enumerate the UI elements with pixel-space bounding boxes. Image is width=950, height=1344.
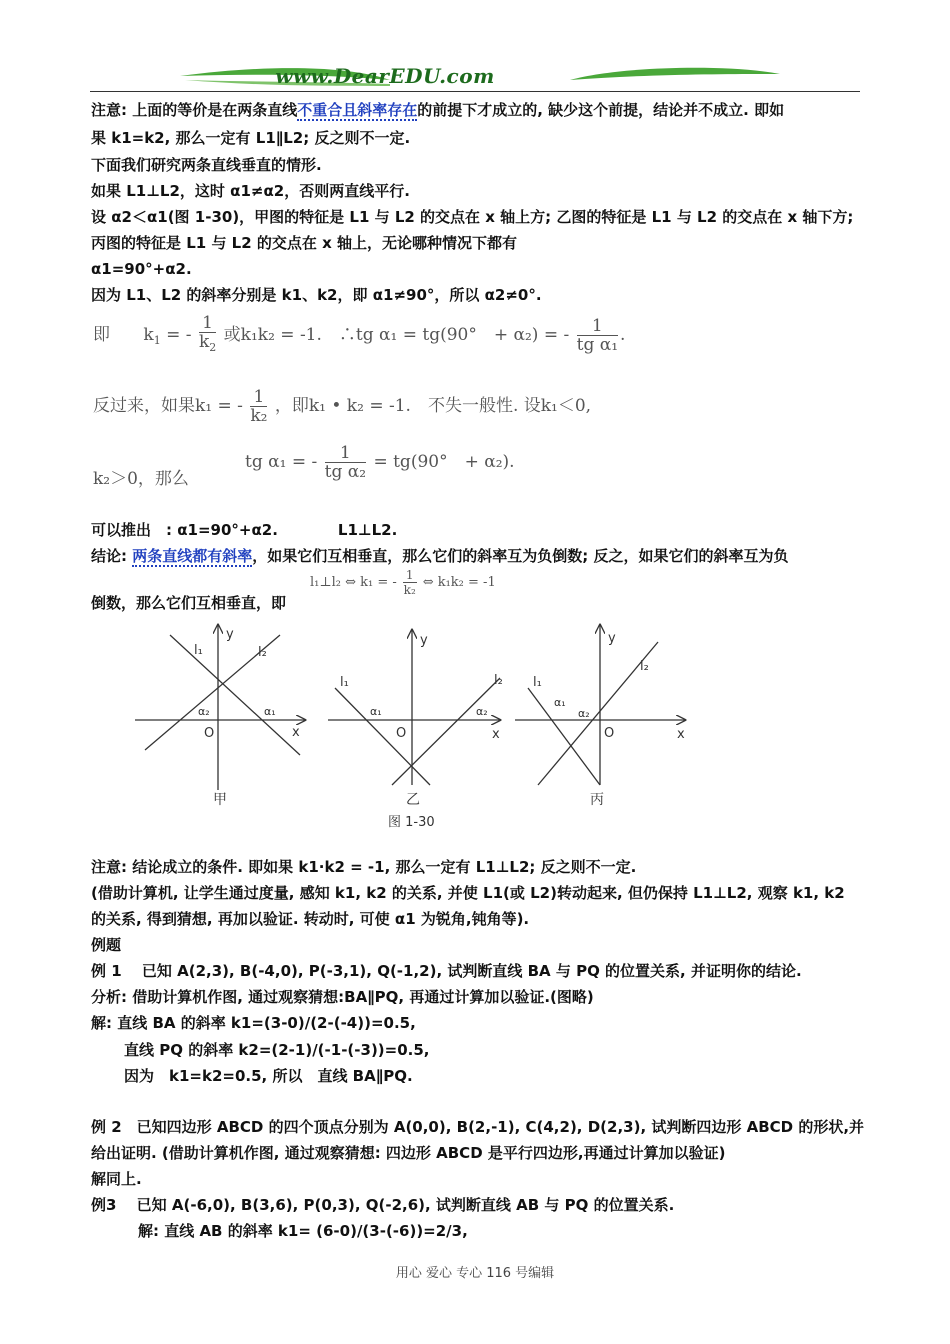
- note-paragraph-line-2: 果 k1=k2, 那么一定有 L1∥L2; 反之则不一定.: [91, 129, 411, 147]
- eq-text: k: [143, 325, 154, 345]
- alpha1-label: α₁: [264, 705, 276, 718]
- eq-text: = tg(90° + α₂).: [373, 452, 515, 472]
- text-line: α1=90°+α2.: [91, 260, 192, 278]
- eq-text: l₁⊥l₂ ⇔ k₁ = -: [310, 575, 397, 590]
- alpha1-label: α₁: [554, 696, 566, 709]
- eq-text: ⇔ k₁k₂ = -1: [422, 575, 496, 590]
- l1-label: l₁: [340, 675, 349, 690]
- example-1: 例 1 已知 A(2,3), B(-4,0), P(-3,1), Q(-1,2), 试判断直线 BA 与 PQ 的位置关系, 并证明你的结论.: [91, 962, 802, 980]
- text: 注意: 上面的等价是在两条直线: [91, 101, 298, 119]
- diagram-jia: [135, 625, 305, 790]
- text-line: 的关系, 得到猜想, 再加以验证. 转动时, 可使 α1 为锐角,钝角等).: [91, 910, 530, 928]
- text-line: 下面我们研究两条直线垂直的情形.: [91, 156, 322, 174]
- text-line: 解: 直线 BA 的斜率 k1=(3-0)/(2-(-4))=0.5,: [91, 1014, 416, 1032]
- l2-label: l₂: [258, 645, 267, 660]
- origin-label: O: [604, 726, 615, 741]
- text-line: 倒数，那么它们互相垂直，即: [91, 594, 287, 612]
- y-label: y: [226, 627, 234, 642]
- x-label: x: [492, 727, 500, 742]
- caption-yi: 乙: [406, 792, 420, 808]
- text-line: 因为 k1=k2=0.5, 所以 直线 BA∥PQ.: [124, 1067, 413, 1085]
- conclusion-line: [91, 545, 866, 567]
- text-line: 解同上.: [91, 1170, 142, 1188]
- fraction: $\frac{1}{\text{k₂}}$: [403, 568, 416, 597]
- highlight-link[interactable]: 两条直线都有斜率: [132, 547, 253, 565]
- alpha2-label: α₂: [198, 705, 210, 718]
- example-2: 例 2 已知四边形 ABCD 的四个顶点分别为 A(0,0), B(2,-1), C(4,2), D(2,3), 试判断四边形 ABCD 的形状,并: [91, 1118, 865, 1136]
- caption-bing: 丙: [590, 792, 604, 808]
- eq-text: k₂＞0，那么: [93, 469, 189, 489]
- text-line: 直线 PQ 的斜率 k2=(2-1)/(-1-(-3))=0.5,: [124, 1041, 430, 1059]
- eq-text: = -: [166, 325, 192, 345]
- highlight-link[interactable]: 不重合且斜率存在: [297, 101, 418, 119]
- example-3: 例3 已知 A(-6,0), B(3,6), P(0,3), Q(-2,6), 试判断直线 AB 与 PQ 的位置关系.: [91, 1196, 675, 1214]
- equation-3: [93, 464, 189, 489]
- text-line: 解: 直线 AB 的斜率 k1= (6-0)/(3-(-6))=2/3,: [138, 1222, 468, 1240]
- alpha2-label: α₂: [578, 707, 590, 720]
- text-line: 丙图的特征是 L1 与 L2 的交点在 x 轴上，无论哪种情况下都有: [91, 234, 518, 252]
- note-paragraph-line-1: [91, 99, 866, 121]
- y-label: y: [420, 633, 428, 648]
- l2-label: l₂: [494, 673, 503, 688]
- diagram-bing: [515, 625, 685, 785]
- eq-text: ，即k₁ • k₂ = -1. 不失一般性. 设k₁＜0,: [274, 396, 592, 416]
- text-line: 设 α2＜α1(图 1-30)，甲图的特征是 L1 与 L2 的交点在 x 轴上方; 乙图的特征是 L1 与 L2 的交点在 x 轴下方;: [91, 208, 854, 226]
- equation-3b: [245, 444, 515, 481]
- text-line: 给出证明. (借助计算机作图, 通过观察猜想: 四边形 ABCD 是平行四边形,再通过计算加以验证): [91, 1144, 726, 1162]
- caption-jia: 甲: [213, 792, 227, 808]
- text-line: 因为 L1、L2 的斜率分别是 k1、k2，即 α1≠90°，所以 α2≠0°.: [91, 286, 542, 304]
- eq-text: tg α₁ = -: [245, 452, 318, 472]
- fraction: $\frac{1}{\text{k₂}}$: [250, 387, 268, 426]
- x-label: x: [677, 727, 685, 742]
- section-heading: 例题: [91, 936, 122, 954]
- l2-label: l₂: [640, 659, 649, 674]
- equation-1: 即 $k_1$ = - $\frac{1}{k_2}$ 或k₁k₂ = -1. ∴tg α₁ = tg(90° + α₂) = - $\frac{1}{\text{tg α₁}}$ .: [93, 313, 626, 355]
- fraction: $\frac{1}{\text{tg α₁}}$: [576, 316, 619, 355]
- diagram-yi: [328, 630, 500, 785]
- eq-text: 反过来，如果k₁ = -: [93, 396, 243, 416]
- text: 的前提下才成立的, 缺少这个前提，结论并不成立. 即如: [417, 101, 785, 119]
- alpha2-label: α₂: [476, 705, 488, 718]
- y-label: y: [608, 631, 616, 646]
- text: ，如果它们互相垂直，那么它们的斜率互为负倒数; 反之，如果它们的斜率互为负: [252, 547, 789, 565]
- equation-4: [310, 568, 496, 597]
- text-line: 分析: 借助计算机作图, 通过观察猜想:BA∥PQ, 再通过计算加以验证.(图略): [91, 988, 594, 1006]
- page-footer: 用心 爱心 专心 116 号编辑: [395, 1266, 555, 1281]
- alpha1-label: α₁: [370, 705, 382, 718]
- origin-label: O: [204, 726, 215, 741]
- text-line: 可以推出 : α1=90°+α2. L1⊥L2.: [91, 521, 398, 539]
- eq-text: 或: [223, 325, 241, 345]
- equation-2: [93, 388, 591, 425]
- origin-label: O: [396, 726, 407, 741]
- eq-text: 即: [93, 325, 110, 345]
- fraction: $\frac{1}{\text{tg α₂}}$: [324, 443, 367, 482]
- x-label: x: [292, 725, 300, 740]
- eq-text: k₁k₂ = -1. ∴tg α₁ = tg(90° + α₂) = -: [240, 325, 570, 345]
- site-url[interactable]: www.DearEDU.com: [275, 64, 495, 88]
- figure-1-30: [130, 620, 700, 840]
- l1-label: l₁: [194, 643, 203, 658]
- header-rule: [90, 91, 860, 92]
- text-line: 注意: 结论成立的条件. 即如果 k1·k2 = -1, 那么一定有 L1⊥L2; 反之则不一定.: [91, 858, 637, 876]
- text: 结论:: [91, 547, 133, 565]
- l1-label: l₁: [533, 675, 542, 690]
- text-line: (借助计算机, 让学生通过度量, 感知 k1, k2 的关系, 并使 L1(或 L2)转动起来, 但仍保持 L1⊥L2, 观察 k1, k2: [91, 884, 845, 902]
- fraction: $\frac{1}{k_2}$: [198, 313, 217, 354]
- text-line: 如果 L1⊥L2，这时 α1≠α2，否则两直线平行.: [91, 182, 410, 200]
- figure-caption: 图 1-30: [388, 815, 435, 830]
